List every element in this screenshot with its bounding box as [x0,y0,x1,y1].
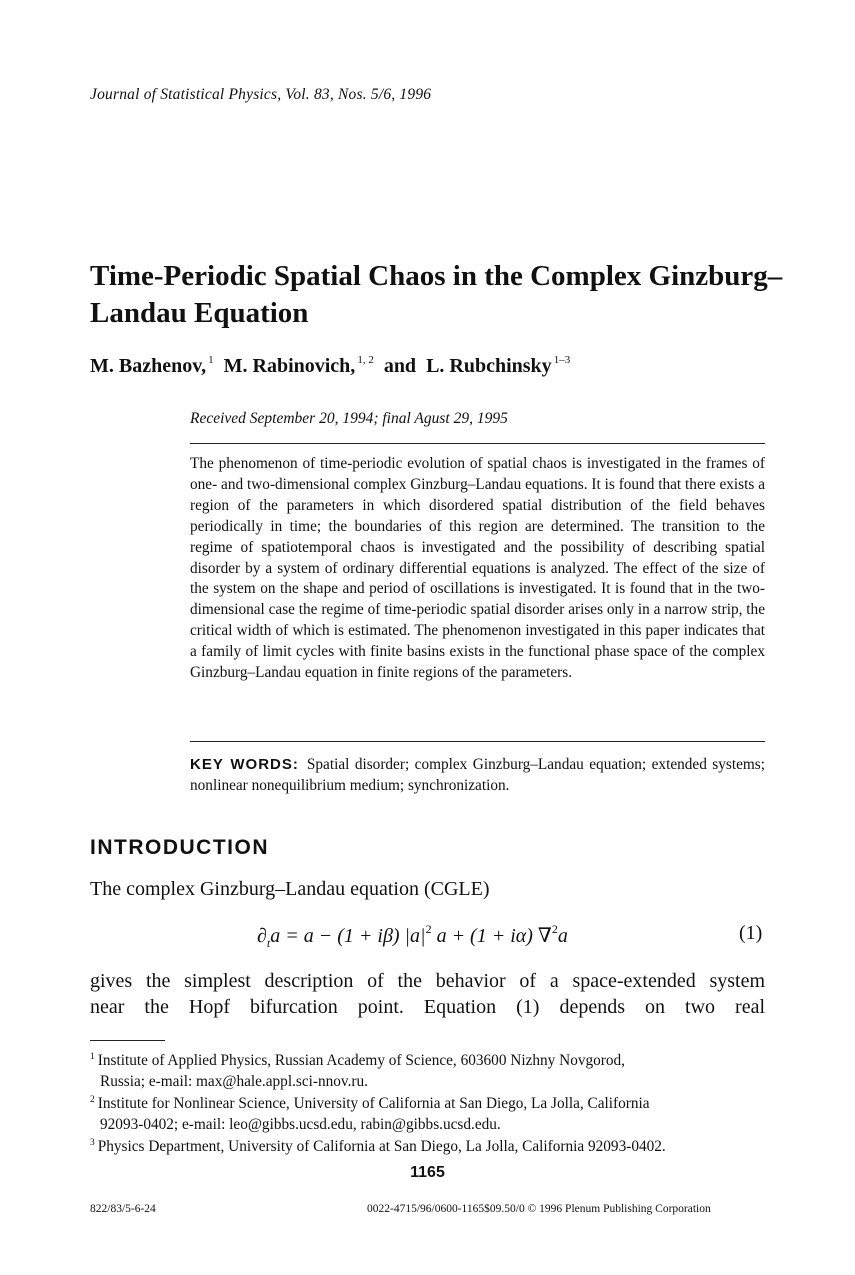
footnote [90,1047,765,1092]
abstract-top-rule [190,443,765,444]
author-name: M. Bazhenov, [90,355,207,377]
abstract-bottom-rule [190,741,765,742]
affiliation-mark: 1–3 [553,354,571,366]
footnote-text: Physics Department, University of California at San Diego, La Jolla, California 92093-0402. [97,1138,666,1155]
keywords-text: Spatial disorder; complex Ginzburg–Landau equation; extended systems; nonlinear nonequilibrium medium; synchronization. [190,756,766,794]
author-name: M. Rabinovich, [223,355,356,377]
footnote-mark: 2 [90,1095,95,1105]
copyright-line: 0022-4715/96/0600-1165$09.50/0 © 1996 Plenum Publishing Corporation [367,1203,711,1215]
footnote [90,1133,765,1158]
keywords-label: KEY WORDS: [190,756,299,773]
author-connector: and [383,355,417,377]
author-name: L. Rubchinsky [426,355,552,377]
received-dates: Received September 20, 1994; final Agust 29, 1995 [190,410,508,427]
partial-symbol: ∂ [257,925,267,947]
footnote-text: Institute for Nonlinear Science, University of California at San Diego, La Jolla, California [97,1095,650,1112]
subscript-t: t [266,936,271,950]
paragraph-line: near the Hopf bifurcation point. Equation (1) depends on two real [90,996,765,1018]
journal-citation: Journal of Statistical Physics, Vol. 83, Nos. 5/6, 1996 [90,86,432,103]
keywords [190,754,765,796]
equation-part: a + (1 + iα) ∇ [431,925,552,947]
affiliation-mark: 1 [208,354,214,366]
intro-sentence: The complex Ginzburg–Landau equation (CGLE) [90,878,490,900]
exponent: 2 [551,922,558,936]
equation-part: a = a − (1 + iβ) |a| [270,925,426,947]
footnote-text: 92093-0402; e-mail: leo@gibbs.ucsd.edu, rabin@gibbs.ucsd.edu. [100,1115,501,1133]
paper-title: Time-Periodic Spatial Chaos in the Complex Ginzburg–Landau Equation [90,260,783,329]
equation-1 [257,922,568,951]
exponent: 2 [425,922,432,936]
article-code: 822/83/5-6-24 [90,1203,156,1215]
section-heading: INTRODUCTION [90,836,269,859]
footnote-text: Russia; e-mail: max@hale.appl.sci-nnov.ru. [100,1072,368,1090]
paragraph-line: gives the simplest description of the behavior of a space-extended system [90,970,765,992]
author-list [90,354,570,378]
equation-number: (1) [739,922,763,944]
footnote [90,1090,765,1135]
abstract: The phenomenon of time-periodic evolution of spatial chaos is investigated in the frames of one- and two-dimensional complex Ginzburg–Landau equations. It is found that there exists a region of the parameters in which disordered spatial distribution of the field behaves periodically in time; the boundaries of this region are determined. The transition to the regime of spatiotemporal chaos is investigated and the possibility of describing spatial disorder by a system of ordinary differential equations is analyzed. The effect of the size of the system on the shape and period of oscillations is investigated. It is found that in the two-dimensional case the regime of time-periodic spatial disorder arises only in a narrow strip, the critical width of which is estimated. The phenomenon investigated in this paper indicates that a family of limit cycles with finite basins exists in the functional phase space of the complex Ginzburg–Landau equation in finite regions of the parameters. [190,455,765,682]
affiliation-mark: 1, 2 [357,354,374,366]
equation-part: a [557,925,568,947]
footnote-mark: 1 [90,1052,95,1062]
footnote-mark: 3 [90,1138,95,1148]
footnote-rule [90,1040,165,1041]
footnote-text: Institute of Applied Physics, Russian Academy of Science, 603600 Nizhny Novgorod, [97,1052,625,1069]
page-number: 1165 [410,1164,445,1181]
